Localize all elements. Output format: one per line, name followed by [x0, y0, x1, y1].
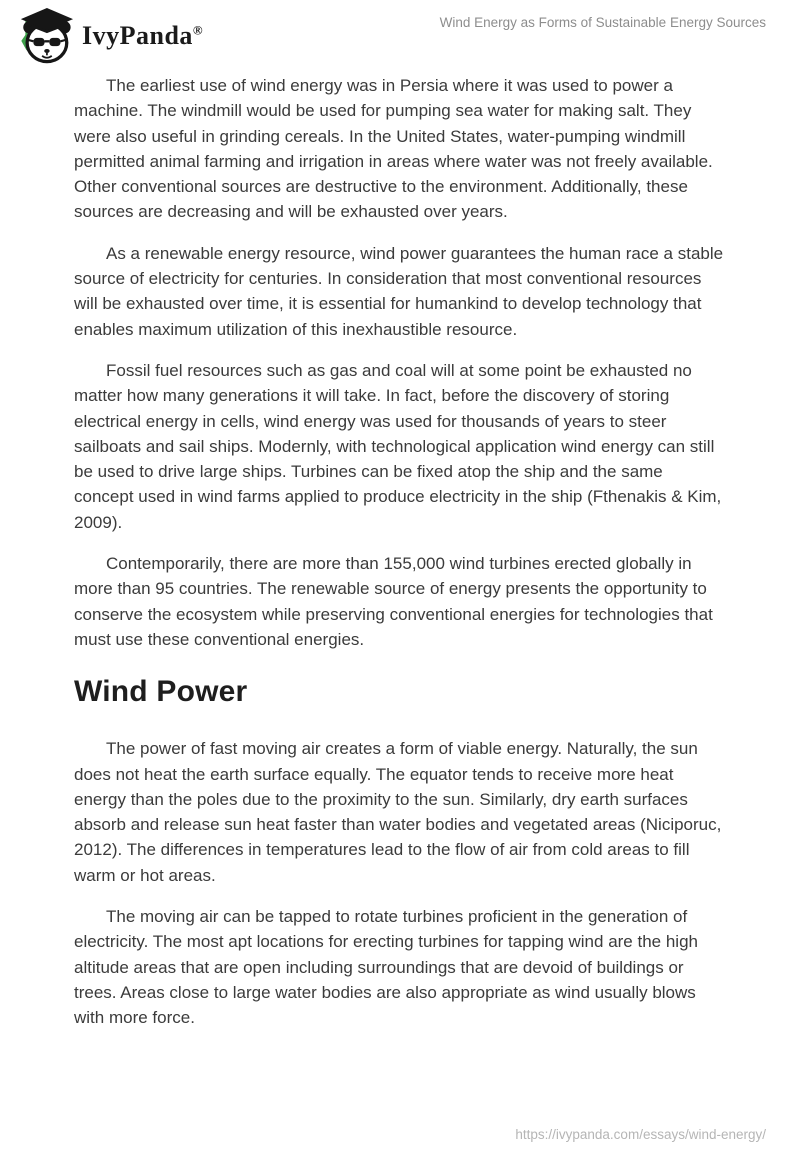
- page-header: [0, 0, 800, 70]
- ivypanda-logo-icon: [14, 7, 76, 65]
- panda-nose: [44, 49, 49, 53]
- section-heading: Wind Power: [74, 675, 248, 709]
- paragraph-1: The earliest use of wind energy was in Persia where it was used to power a machine. The windmill would be used for pumping sea water for making salt. They were also useful in grinding cereals. In the United States, water-pumping windmill permitted animal farming and irrigation in areas where water was not freely available. Other conventional sources are destructive to the environment. Additionally, these sources are decreasing and will be exhausted over years.: [74, 76, 713, 222]
- brand: [14, 7, 203, 65]
- paragraph-2: As a renewable energy resource, wind power guarantees the human race a stable source of electricity for centuries. In consideration that most conventional resources will be exhausted over time, it is essential for humankind to develop technology that enables maximum utilization of this inexhaustible resource.: [74, 243, 724, 339]
- source-url-link[interactable]: https://ivypanda.com/essays/wind-energy/: [515, 1127, 766, 1142]
- registered-mark: ®: [192, 22, 204, 38]
- page-footer: [515, 1126, 766, 1144]
- panda-eye-left: [33, 38, 44, 46]
- paragraph-5: The power of fast moving air creates a form of viable energy. Naturally, the sun does not heat the earth surface equally. The equator tends to receive more heat energy than the poles due to the proximity to the sun. Similarly, dry earth surfaces absorb and release sun heat faster than water bodies and vegetated areas (Niciporuc, 2012). The differences in temperatures lead to the flow of air from cold areas to fill warm or hot areas.: [74, 739, 722, 885]
- panda-eye-right: [49, 38, 60, 46]
- paragraph-4: Contemporarily, there are more than 155,000 wind turbines erected globally in more than 95 countries. The renewable source of energy presents the opportunity to conserve the ecosystem while preserving conventional energies for technologies that must use these conventional energies.: [74, 554, 713, 649]
- glasses-arm-left: [28, 40, 33, 41]
- document-title: Wind Energy as Forms of Sustainable Energy Sources: [439, 15, 766, 30]
- brand-name: IvyPanda®: [82, 21, 204, 50]
- glasses-arm-right: [60, 40, 65, 41]
- essay-content: [74, 70, 726, 1031]
- paragraph-3: Fossil fuel resources such as gas and coal will at some point be exhausted no matter how many generations it will take. In fact, before the discovery of storing electrical energy in cells, wind energy was used for thousands of years to steer sailboats and sail ships. Modernly, with technological application wind energy can still be used to drive large ships. Turbines can be fixed atop the ship and the same concept used in wind farms applied to produce electricity in the ship (Fthenakis & Kim, 2009).: [74, 360, 722, 532]
- paragraph-6: The moving air can be tapped to rotate turbines proficient in the generation of electricity. The most apt locations for erecting turbines for tapping wind are the high altitude areas that are open including surroundings that are devoid of buildings or trees. Areas close to large water bodies are also appropriate as wind usually blows with more force.: [74, 907, 698, 1028]
